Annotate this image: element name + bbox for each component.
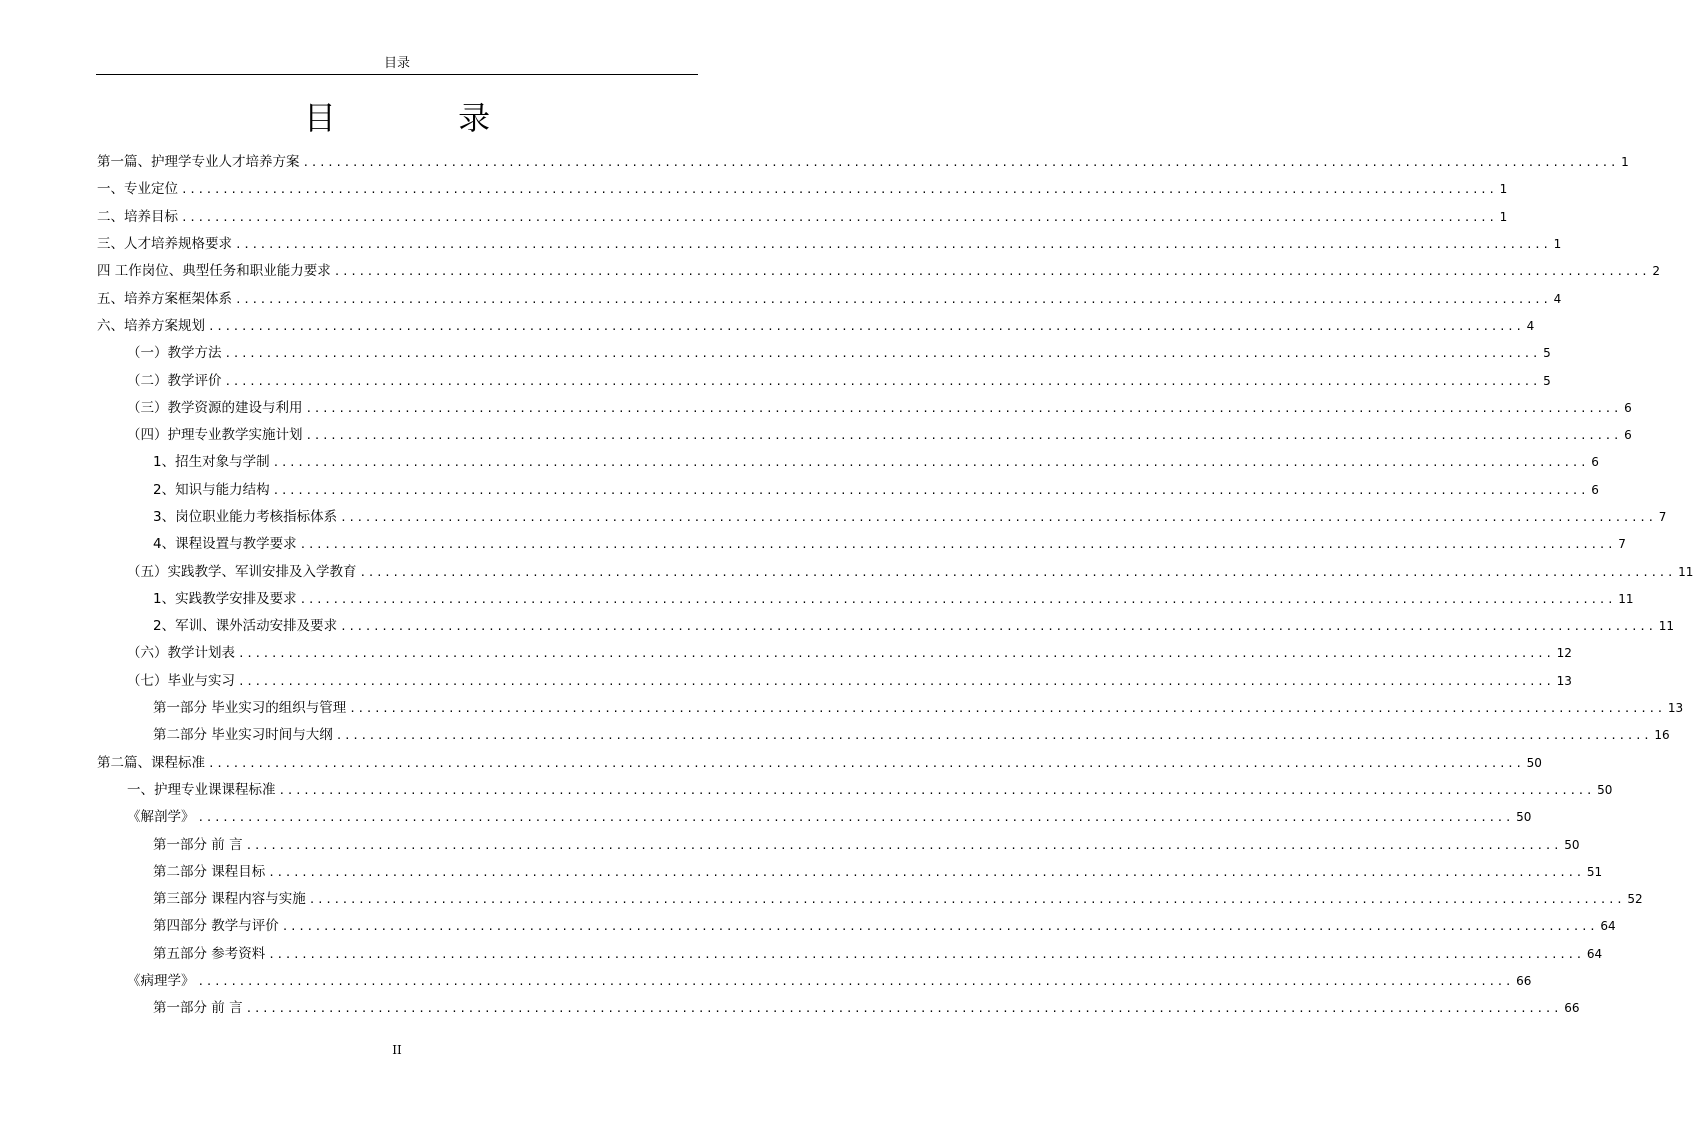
toc-entry[interactable] <box>97 668 1572 695</box>
toc-entry-page-number: 12 <box>1556 646 1572 661</box>
toc-dot-leader: ................................................................................................................................................................ <box>281 920 1598 934</box>
toc-entry[interactable] <box>97 204 1508 231</box>
toc-dot-leader: ................................................................................................................................................................ <box>305 429 1622 443</box>
toc-entry[interactable] <box>97 804 1532 831</box>
toc-entry[interactable] <box>97 422 1632 449</box>
page-number: II <box>392 1043 402 1057</box>
toc-entry-text: 1、实践教学安排及要求 <box>153 590 297 607</box>
toc-entry-page-number: 52 <box>1627 892 1643 907</box>
toc-entry-page-number: 50 <box>1564 837 1580 852</box>
toc-entry-text: 第一篇、护理学专业人才培养方案 <box>97 154 300 171</box>
toc-entry-text: （二）教学评价 <box>127 372 222 389</box>
toc-entry-text: 第二篇、课程标准 <box>97 754 205 771</box>
toc-entry[interactable] <box>97 531 1626 558</box>
toc-dot-leader: ................................................................................................................................................................ <box>278 783 1595 797</box>
toc-entry-page-number: 11 <box>1678 564 1693 579</box>
toc-entry[interactable] <box>97 586 1634 613</box>
toc-entry-page-number: 13 <box>1667 701 1684 716</box>
toc-entry-page-number: 1 <box>1621 155 1629 170</box>
toc-dot-leader: ................................................................................................................................................................ <box>340 511 1656 524</box>
toc-entry[interactable] <box>97 449 1599 476</box>
toc-dot-leader: ................................................................................................................................................................ <box>302 156 1619 170</box>
toc-entry-text: 《病理学》 <box>127 973 195 990</box>
toc-entry-page-number: 6 <box>1591 482 1599 497</box>
toc-entry-text: （一）教学方法 <box>127 345 222 362</box>
toc-dot-leader: ................................................................................................................................................................ <box>235 292 1551 306</box>
toc-entry-page-number: 7 <box>1658 510 1667 524</box>
toc-dot-leader: ................................................................................................................................................................ <box>235 238 1551 252</box>
toc-entry-page-number: 64 <box>1600 919 1616 934</box>
toc-entry[interactable] <box>97 886 1643 913</box>
toc-entry-page-number: 11 <box>1618 591 1634 606</box>
toc-entry-text: 2、军训、课外活动安排及要求 <box>153 618 338 635</box>
toc-entry-text: 第一部分 前 言 <box>153 836 243 853</box>
toc-entry-text: 一、护理专业课课程标准 <box>127 781 276 798</box>
toc-entry-text: 第四部分 教学与评价 <box>153 918 279 935</box>
toc-entry-page-number: 2 <box>1652 264 1661 279</box>
toc-entry-page-number: 13 <box>1556 673 1572 688</box>
toc-dot-leader: ................................................................................................................................................................ <box>305 401 1622 415</box>
toc-entry-page-number: 6 <box>1624 400 1632 415</box>
toc-entry[interactable] <box>97 695 1684 722</box>
toc-entry-text: 2、知识与能力结构 <box>153 481 270 498</box>
toc-entry-text: 第二部分 课程目标 <box>153 863 266 880</box>
toc-entry[interactable] <box>97 613 1674 640</box>
toc-entry[interactable] <box>97 995 1580 1022</box>
toc-entry[interactable] <box>97 395 1632 422</box>
toc-entry-page-number: 64 <box>1586 946 1603 961</box>
toc-entry-text: （七）毕业与实习 <box>127 672 235 689</box>
toc-entry-page-number: 66 <box>1516 974 1532 989</box>
toc-dot-leader: ................................................................................................................................................................ <box>208 319 1524 333</box>
toc-entry-text: （三）教学资源的建设与利用 <box>127 399 303 416</box>
toc-entry[interactable] <box>97 313 1535 340</box>
toc-entry-text: 三、人才培养规格要求 <box>97 236 232 253</box>
toc-dot-leader: ................................................................................................................................................................ <box>197 811 1514 825</box>
toc-entry-page-number: 4 <box>1526 318 1535 333</box>
toc-dot-leader: ................................................................................................................................................................ <box>333 265 1650 279</box>
toc-entry[interactable] <box>97 367 1551 394</box>
toc-entry-text: 六、培养方案规划 <box>97 317 205 334</box>
toc-dot-leader: ................................................................................................................................................................ <box>197 975 1514 989</box>
toc-entry-text: 二、培养目标 <box>97 208 178 225</box>
toc-entry[interactable] <box>97 231 1562 258</box>
toc-entry-text: 五、培养方案框架体系 <box>97 290 232 307</box>
toc-entry-page-number: 7 <box>1618 537 1626 552</box>
toc-entry[interactable] <box>97 859 1603 886</box>
toc-dot-leader: ................................................................................................................................................................ <box>208 756 1524 770</box>
toc-dot-leader: ................................................................................................................................................................ <box>245 838 1562 852</box>
toc-dot-leader: ................................................................................................................................................................ <box>359 565 1676 579</box>
toc-dot-leader: ................................................................................................................................................................ <box>272 456 1589 470</box>
toc-entry-page-number: 66 <box>1564 1001 1580 1016</box>
toc-entry-text: 一、专业定位 <box>97 181 178 198</box>
page-title: 目 录 <box>303 99 547 137</box>
toc-dot-leader: ................................................................................................................................................................ <box>272 483 1589 497</box>
toc-entry-text: 第二部分 毕业实习时间与大纲 <box>153 727 333 744</box>
toc-entry-page-number: 6 <box>1591 455 1599 470</box>
toc-entry-page-number: 6 <box>1624 428 1632 443</box>
toc-entry-text: 第一部分 前 言 <box>153 1000 243 1017</box>
toc-entry[interactable] <box>97 340 1551 367</box>
toc-dot-leader: ................................................................................................................................................................ <box>238 674 1554 688</box>
toc-dot-leader: ................................................................................................................................................................ <box>181 210 1497 224</box>
toc-entry[interactable] <box>97 176 1508 203</box>
toc-entry[interactable] <box>97 941 1603 968</box>
toc-entry[interactable] <box>97 477 1599 504</box>
toc-entry-text: （四）护理专业教学实施计划 <box>127 427 303 444</box>
toc-dot-leader: ................................................................................................................................................................ <box>299 592 1616 606</box>
toc-entry-page-number: 5 <box>1543 373 1551 388</box>
toc-entry-text: 1、招生对象与学制 <box>153 454 270 471</box>
toc-dot-leader: ................................................................................................................................................................ <box>340 620 1656 634</box>
toc-entry-text: 4、课程设置与教学要求 <box>153 536 297 553</box>
toc-entry-page-number: 50 <box>1597 782 1613 797</box>
toc-entry-page-number: 11 <box>1658 619 1674 634</box>
toc-dot-leader: ................................................................................................................................................................ <box>268 865 1584 879</box>
toc-entry-text: 第三部分 课程内容与实施 <box>153 891 306 908</box>
toc-entry-page-number: 1 <box>1499 209 1508 224</box>
toc-entry-text: 四 工作岗位、典型任务和职业能力要求 <box>97 263 331 280</box>
toc-dot-leader: ................................................................................................................................................................ <box>349 702 1665 716</box>
toc-entry-text: 第五部分 参考资料 <box>153 945 266 962</box>
toc-dot-leader: ................................................................................................................................................................ <box>268 947 1584 961</box>
toc-entry-text: 《解剖学》 <box>127 809 195 826</box>
table-of-contents <box>97 149 1693 1023</box>
toc-entry-page-number: 1 <box>1499 182 1508 197</box>
toc-entry-text: （五）实践教学、军训安排及入学教育 <box>127 563 357 580</box>
toc-entry-page-number: 5 <box>1543 346 1551 361</box>
toc-dot-leader: ................................................................................................................................................................ <box>299 538 1616 552</box>
toc-entry[interactable] <box>97 722 1670 749</box>
toc-entry-text: （六）教学计划表 <box>127 645 235 662</box>
toc-entry[interactable] <box>97 777 1613 804</box>
toc-entry-page-number: 4 <box>1553 291 1562 306</box>
toc-entry[interactable] <box>97 640 1572 667</box>
toc-entry[interactable] <box>97 149 1629 176</box>
toc-entry[interactable] <box>97 258 1661 285</box>
toc-entry[interactable] <box>97 913 1616 940</box>
toc-entry-page-number: 51 <box>1586 864 1603 879</box>
toc-entry[interactable] <box>97 558 1693 585</box>
toc-entry[interactable] <box>97 831 1580 858</box>
toc-entry[interactable] <box>97 750 1542 777</box>
toc-dot-leader: ................................................................................................................................................................ <box>224 347 1541 361</box>
toc-entry-page-number: 1 <box>1553 237 1562 252</box>
toc-entry-text: 3、岗位职业能力考核指标体系 <box>153 509 338 525</box>
toc-dot-leader: ................................................................................................................................................................ <box>335 729 1652 743</box>
toc-entry[interactable] <box>97 968 1532 995</box>
toc-dot-leader: ................................................................................................................................................................ <box>308 893 1625 907</box>
toc-entry[interactable] <box>97 285 1562 312</box>
toc-entry-text: 第一部分 毕业实习的组织与管理 <box>153 700 347 717</box>
toc-dot-leader: ................................................................................................................................................................ <box>245 1002 1562 1016</box>
toc-entry-page-number: 50 <box>1516 810 1532 825</box>
toc-entry[interactable] <box>97 504 1667 531</box>
toc-dot-leader: ................................................................................................................................................................ <box>181 183 1497 197</box>
toc-entry-page-number: 50 <box>1526 755 1542 770</box>
toc-entry-page-number: 16 <box>1654 728 1670 743</box>
running-header: 目录 <box>96 54 698 75</box>
toc-dot-leader: ................................................................................................................................................................ <box>224 374 1541 388</box>
toc-dot-leader: ................................................................................................................................................................ <box>238 647 1554 661</box>
